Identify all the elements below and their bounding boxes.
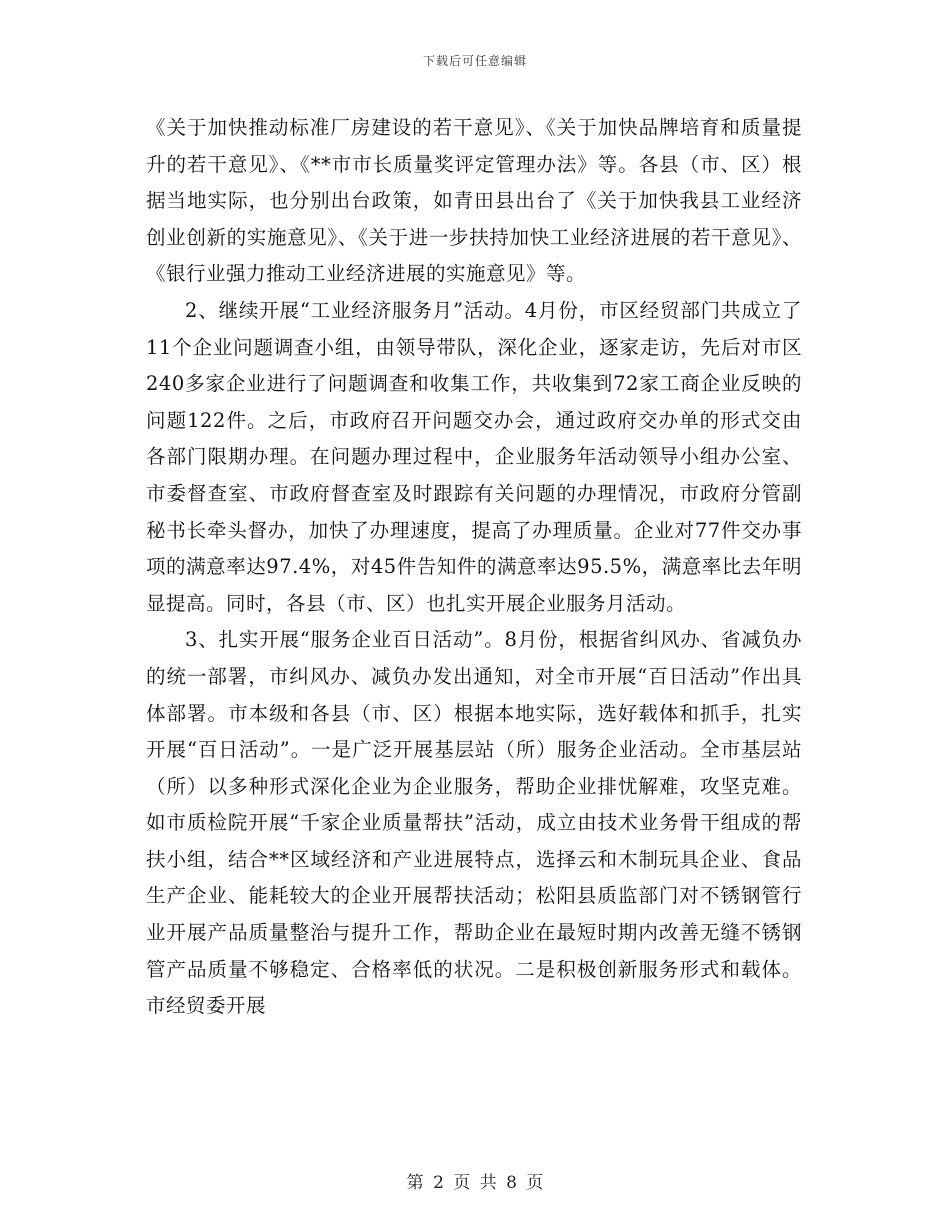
document-body [146, 110, 802, 1025]
page-footer: 第 2 页 共 8 页 [406, 1173, 544, 1193]
paragraph-1: 《关于加快推动标准厂房建设的若干意见》、《关于加快品牌培育和质量提升的若干意见》、《**市市长质量奖评定管理办法》等。各县（市、区）根据当地实际，也分别出台政策，如青田县出台了《关于加快我县工业经济创业创新的实施意见》、《关于进一步扶持加快工业经济进展的若干意见》、《银行业强力推动工业经济进展的实施意见》等。 [146, 116, 802, 286]
paragraph-2: 2、继续开展“工业经济服务月”活动。4月份，市区经贸部门共成立了11个企业问题调查小组，由领导带队，深化企业，逐家走访，先后对市区240多家企业进行了问题调查和收集工作，共收集到72家工商企业反映的问题122件。之后，市政府召开问题交办会，通过政府交办单的形式交由各部门限期办理。在问题办理过程中，企业服务年活动领导小组办公室、市委督查室、市政府督查室及时跟踪有关问题的办理情况，市政府分管副秘书长牵头督办，加快了办理速度，提高了办理质量。企业对77件交办事项的满意率达97.4%，对45件告知件的满意率达95.5%，满意率比去年明显提高。同时，各县（市、区）也扎实开展企业服务月活动。 [146, 298, 802, 615]
page-header: 下载后可任意编辑 [422, 54, 527, 68]
paragraph-3: 3、扎实开展“服务企业百日活动”。8月份，根据省纠风办、省减负办的统一部署，市纠风办、减负办发出通知，对全市开展“百日活动”作出具体部署。市本级和各县（市、区）根据本地实际，选好载体和抓手，扎实开展“百日活动”。一是广泛开展基层站（所）服务企业活动。全市基层站（所）以多种形式深化企业为企业服务，帮助企业排忧解难，攻坚克难。如市质检院开展“千家企业质量帮扶”活动，成立由技术业务骨干组成的帮扶小组，结合**区域经济和产业进展特点，选择云和木制玩具企业、食品生产企业、能耗较大的企业开展帮扶活动；松阳县质监部门对不锈钢管行业开展产品质量整治与提升工作，帮助企业在最短时期内改善无缝不锈钢管产品质量不够稳定、合格率低的状况。二是积极创新服务形式和载体。市经贸委开展 [146, 628, 802, 1018]
